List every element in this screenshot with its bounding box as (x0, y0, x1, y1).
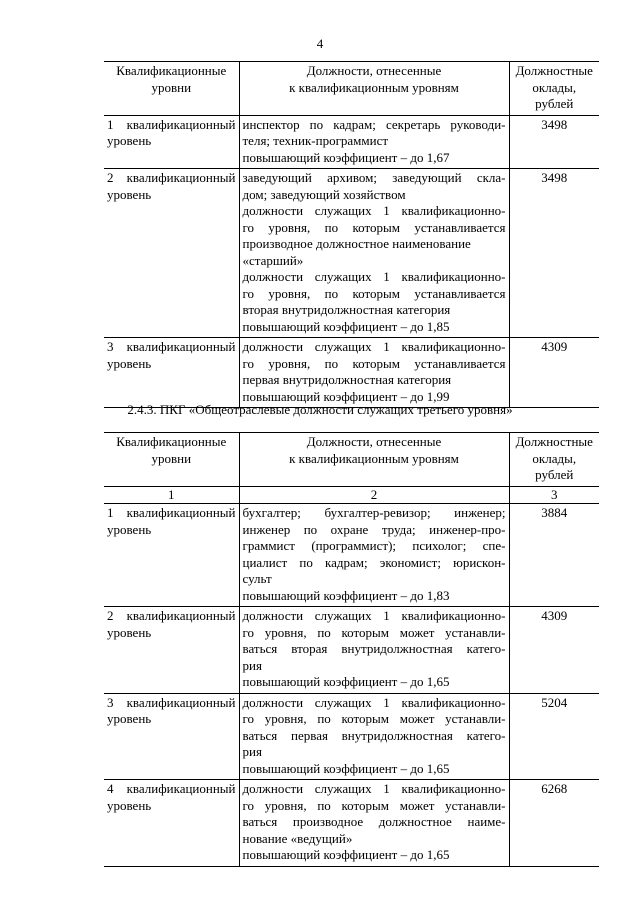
level-line: уровень (107, 186, 152, 202)
level-line: 4 квалификационный (107, 781, 236, 796)
position-line: сульт (242, 571, 272, 586)
position-line: первая внутридолжностная категория (242, 372, 452, 387)
level-cell (104, 504, 239, 607)
table-row (104, 693, 599, 780)
table-row (104, 504, 599, 607)
level-line: 1 квалификационный (107, 116, 236, 132)
level-line: уровень (107, 133, 152, 148)
position-line: должности служащих 1 квалификационно- (242, 694, 506, 710)
position-line: рия (242, 744, 262, 759)
positions-cell (239, 693, 509, 780)
positions-cell (239, 115, 509, 169)
positions-cell (239, 338, 509, 408)
salary-cell: 5204 (509, 693, 599, 780)
level-cell (104, 169, 239, 338)
table-row (104, 780, 599, 867)
column-number: 1 (104, 486, 239, 504)
table-qualification-levels-second (104, 61, 599, 408)
positions-cell (239, 780, 509, 867)
salary-cell: 4309 (509, 338, 599, 408)
level-line: уровень (107, 624, 152, 640)
level-line: 2 квалификационный (107, 170, 236, 185)
level-line: 3 квалификационный (107, 694, 236, 710)
header-levels: Квалификационные уровни (104, 62, 239, 116)
positions-cell (239, 504, 509, 607)
level-line: уровень (107, 521, 152, 537)
column-number-row (104, 486, 599, 504)
header-positions: Должности, отнесенные к квалификационным уровням (239, 433, 509, 487)
column-number: 3 (509, 486, 599, 504)
table-row (104, 115, 599, 169)
table-row (104, 338, 599, 408)
table-row (104, 169, 599, 338)
level-cell (104, 780, 239, 867)
position-line: бухгалтер; бухгалтер-ревизор; инженер; (242, 505, 506, 520)
position-line: го уровня, по которым может устанавли- (242, 711, 506, 726)
position-line: должности служащих 1 квалификационно- (242, 608, 506, 623)
salary-cell: 6268 (509, 780, 599, 867)
positions-cell (239, 169, 509, 338)
position-line: граммист (программист); психолог; спе- (242, 538, 506, 553)
position-line: повышающий коэффициент – до 1,67 (242, 149, 450, 165)
level-cell (104, 338, 239, 408)
position-line: инспектор по кадрам; секретарь руководи- (242, 116, 506, 132)
position-line: вторая внутридолжностная категория (242, 302, 451, 317)
level-line: уровень (107, 355, 152, 371)
position-line: «старший» (242, 252, 304, 268)
level-line: 2 квалификационный (107, 608, 236, 623)
table-header-row (104, 62, 599, 116)
position-line: повышающий коэффициент – до 1,83 (242, 587, 450, 603)
salary-cell: 3498 (509, 169, 599, 338)
table-qualification-levels-third (104, 432, 599, 867)
page-number: 4 (316, 36, 324, 51)
level-line: уровень (107, 797, 152, 813)
header-salaries: Должностные оклады, рублей (509, 433, 599, 487)
salary-cell: 4309 (509, 607, 599, 694)
position-line: ваться вторая внутридолжностная катего- (242, 641, 506, 656)
column-number: 2 (239, 486, 509, 504)
position-line: нование «ведущий» (242, 830, 353, 846)
level-line: 1 квалификационный (107, 505, 236, 520)
salary-cell: 3884 (509, 504, 599, 607)
position-line: повышающий коэффициент – до 1,85 (242, 318, 450, 334)
position-line: должности служащих 1 квалификационно- (242, 781, 506, 796)
section-title: 2.4.3. ПКГ «Общеотраслевые должности служащих третьего уровня» (127, 402, 513, 417)
table-header-row (104, 433, 599, 487)
position-line: повышающий коэффициент – до 1,65 (242, 847, 450, 862)
position-line: дом; заведующий хозяйством (242, 186, 406, 202)
position-line: повышающий коэффициент – до 1,65 (242, 760, 450, 776)
position-line: теля; техник-программист (242, 133, 389, 148)
positions-cell (239, 607, 509, 694)
level-cell (104, 607, 239, 694)
level-cell (104, 115, 239, 169)
position-line: ваться первая внутридолжностная катего- (242, 727, 506, 743)
position-line: повышающий коэффициент – до 1,99 (242, 388, 450, 404)
position-line: циалист по кадрам; экономист; юрискон- (242, 554, 506, 570)
position-line: рия (242, 657, 262, 673)
position-line: го уровня, по которым может устанавли- (242, 797, 506, 813)
level-line: уровень (107, 711, 152, 726)
position-line: должности служащих 1 квалификационно- (242, 339, 506, 354)
position-line: го уровня, по которым может устанавли- (242, 624, 506, 640)
position-line: должности служащих 1 квалификационно- (242, 203, 506, 218)
salary-cell: 3498 (509, 115, 599, 169)
position-line: го уровня, по которым устанавливается (242, 355, 506, 371)
position-line: го уровня, по которым устанавливается (242, 285, 506, 301)
level-cell (104, 693, 239, 780)
position-line: ваться производное должностное наиме- (242, 814, 506, 829)
position-line: производное должностное наименование (242, 236, 471, 251)
level-line: 3 квалификационный (107, 339, 236, 354)
position-line: инженер по охране труда; инженер-про- (242, 521, 506, 537)
header-salaries: Должностные оклады, рублей (509, 62, 599, 116)
position-line: го уровня, по которым устанавливается (242, 219, 506, 235)
table-row (104, 607, 599, 694)
position-line: заведующий архивом; заведующий скла- (242, 170, 506, 185)
position-line: повышающий коэффициент – до 1,65 (242, 674, 450, 689)
position-line: должности служащих 1 квалификационно- (242, 269, 506, 284)
header-levels: Квалификационные уровни (104, 433, 239, 487)
header-positions: Должности, отнесенные к квалификационным уровням (239, 62, 509, 116)
